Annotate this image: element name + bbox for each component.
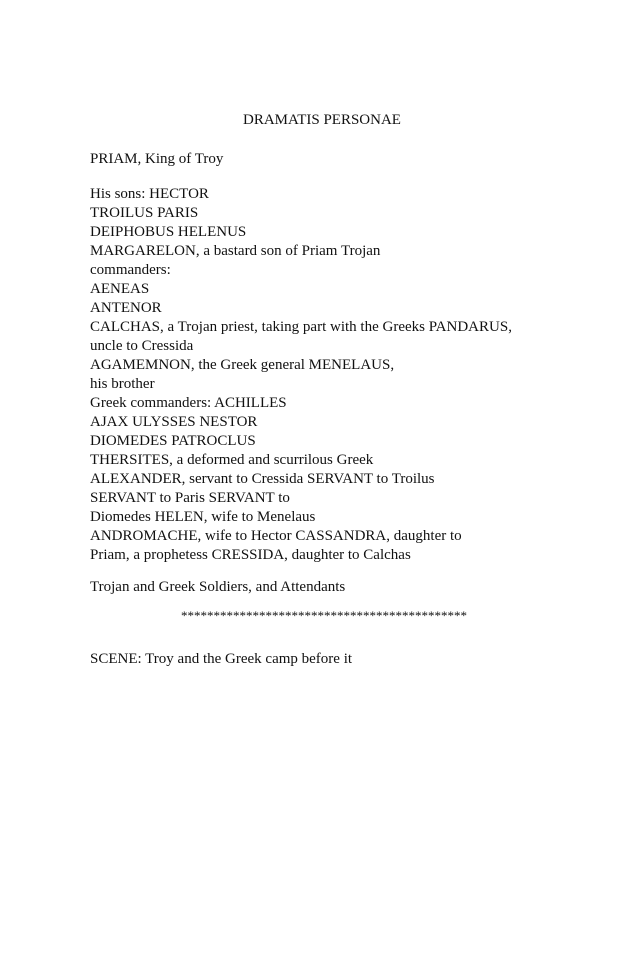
character-line: His sons: HECTOR — [90, 186, 209, 202]
scene-text: SCENE: Troy and the Greek camp before it — [90, 651, 353, 667]
character-line: AGAMEMNON, the Greek general MENELAUS, — [90, 357, 395, 373]
character-line: ANTENOR — [90, 300, 162, 316]
character-line: DIOMEDES PATROCLUS — [90, 433, 256, 449]
character-line: SERVANT to Paris SERVANT to — [90, 490, 290, 506]
character-line: AENEAS — [90, 281, 150, 297]
character-line: Diomedes HELEN, wife to Menelaus — [90, 509, 316, 525]
extras-line — [90, 578, 610, 597]
character-line: Trojan and Greek Soldiers, and Attendants — [90, 579, 346, 595]
character-line: MARGARELON, a bastard son of Priam Trojan — [90, 243, 381, 259]
character-line: his brother — [90, 376, 155, 392]
scene-line — [90, 650, 610, 669]
page-title: DRAMATIS PERSONAE — [243, 112, 401, 128]
character-line: ANDROMACHE, wife to Hector CASSANDRA, daughter to — [90, 528, 462, 544]
character-line: Greek commanders: ACHILLES — [90, 395, 287, 411]
character-line: commanders: — [90, 262, 171, 278]
character-line: Priam, a prophetess CRESSIDA, daughter to Calchas — [90, 547, 411, 563]
separator: ******************************************** — [181, 608, 467, 623]
character-line: DEIPHOBUS HELENUS — [90, 224, 247, 240]
character-line: PRIAM, King of Troy — [90, 151, 224, 167]
character-line: CALCHAS, a Trojan priest, taking part with the Greeks PANDARUS, — [90, 319, 512, 335]
priam-line — [90, 150, 610, 169]
character-line: uncle to Cressida — [90, 338, 194, 354]
character-line: ALEXANDER, servant to Cressida SERVANT to Troilus — [90, 471, 435, 487]
character-list — [90, 185, 610, 565]
character-line: AJAX ULYSSES NESTOR — [90, 414, 258, 430]
character-line: THERSITES, a deformed and scurrilous Greek — [90, 452, 374, 468]
character-line: TROILUS PARIS — [90, 205, 199, 221]
